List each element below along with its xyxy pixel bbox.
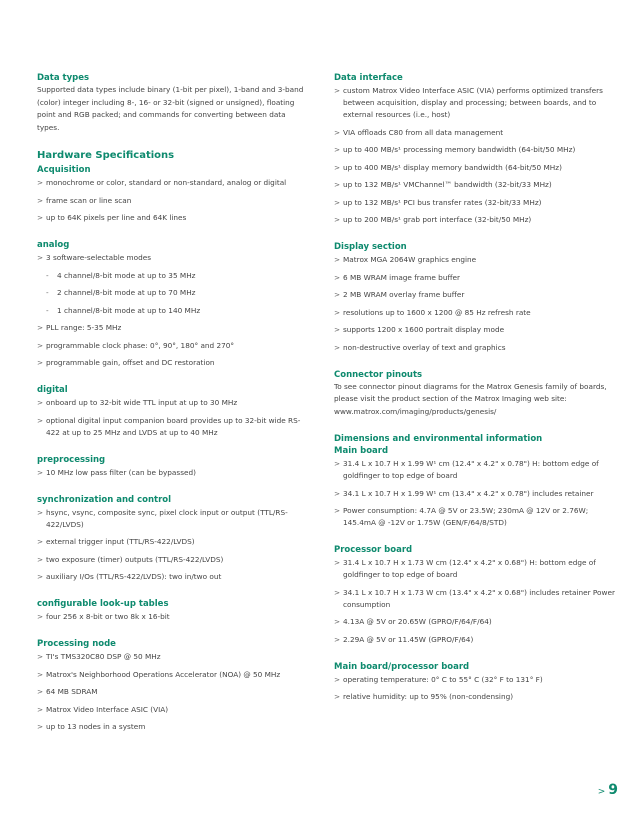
section-heading: synchronization and control (37, 494, 172, 505)
bullet-list (334, 674, 619, 704)
section-heading: configurable look-up tables (37, 599, 169, 609)
bullet-list (37, 177, 307, 224)
section-heading: Main board (334, 446, 389, 456)
section-digital (37, 384, 307, 439)
page-number-value: 9 (608, 782, 618, 798)
section-preprocessing (37, 454, 307, 479)
list-item: > frame scan or line scan (37, 195, 307, 207)
list-item: > four 256 x 8-bit or two 8k x 16-bit (37, 611, 307, 623)
page-arrow-icon: > (597, 787, 606, 797)
bullet-list (334, 458, 619, 529)
list-item: > up to 13 nodes in a system (37, 721, 307, 733)
section-heading: analog (37, 240, 70, 250)
section-acquisition (37, 164, 307, 224)
list-item: > monochrome or color, standard or non-standard, analog or digital (37, 177, 307, 189)
list-item: > 2.29A @ 5V or 11.45W (GPRO/F/64) (334, 634, 619, 646)
list-item: > two exposure (timer) outputs (TTL/RS-422/LVDS) (37, 554, 307, 566)
list-item: > hsync, vsync, composite sync, pixel clock input or output (TTL/RS-422/LVDS) (37, 507, 307, 531)
bullet-list (37, 467, 307, 479)
bullet-list (37, 507, 307, 584)
section-connector-pinouts (334, 369, 619, 419)
bullet-list (334, 557, 619, 646)
section-analog (37, 239, 307, 369)
list-item: > 64 MB SDRAM (37, 686, 307, 698)
section-main-board (334, 445, 619, 529)
list-item: > Power consumption: 4.7A @ 5V or 23.5W; 230mA @ 12V or 2.76W; 145.4mA @ -12V or 1.75W (GEN/F/64/8/STD) (334, 505, 619, 529)
list-item: > 34.1 L x 10.7 H x 1.99 W¹ cm (13.4" x 4.2" x 0.78") includes retainer (334, 488, 619, 500)
sub-list-item: - 1 channel/8-bit mode at up to 140 MHz (37, 305, 307, 317)
section-paragraph: Supported data types include binary (1-bit per pixel), 1-band and 3-band (color) integer including 8-, 16- or 32-bit (signed or unsigned), floating point and RGB packed; and commands for converting between data types. (37, 85, 304, 132)
section-processing-node (37, 638, 307, 733)
list-item: > 10 MHz low pass filter (can be bypassed) (37, 467, 307, 479)
bullet-list (37, 651, 307, 733)
list-item: > non-destructive overlay of text and graphics (334, 342, 619, 354)
right-column (334, 72, 619, 718)
section-hardware-specifications (37, 149, 307, 163)
list-item: > programmable clock phase: 0°, 90°, 180° and 270° (37, 340, 307, 352)
bullet-list (334, 254, 619, 354)
section-processor-board (334, 544, 619, 646)
section-heading: Data interface (334, 73, 403, 83)
section-lookup-tables (37, 598, 307, 623)
list-item: > 6 MB WRAM image frame buffer (334, 272, 619, 284)
list-item: > up to 200 MB/s¹ grab port interface (32-bit/50 MHz) (334, 214, 619, 226)
list-item: > operating temperature: 0° C to 55° C (32° F to 131° F) (334, 674, 619, 686)
list-item: > supports 1200 x 1600 portrait display mode (334, 324, 619, 336)
section-data-types (37, 72, 307, 134)
list-item: > PLL range: 5-35 MHz (37, 322, 307, 334)
section-heading: Data types (37, 73, 90, 83)
bullet-list (37, 252, 307, 369)
section-heading: Connector pinouts (334, 369, 423, 380)
list-item: > programmable gain, offset and DC restoration (37, 357, 307, 369)
section-heading: Dimensions and environmental information (334, 434, 543, 444)
list-item: > onboard up to 32-bit wide TTL input at up to 30 MHz (37, 397, 307, 409)
list-item: > TI's TMS320C80 DSP @ 50 MHz (37, 651, 307, 663)
section-synchronization (37, 494, 307, 584)
list-item: > up to 400 MB/s¹ display memory bandwidth (64-bit/50 MHz) (334, 162, 619, 174)
list-item: > optional digital input companion board provides up to 32-bit wide RS-422 at up to 25 MHz and LVDS at up to 40 MHz (37, 415, 307, 439)
section-heading: Hardware Specifications (37, 150, 175, 161)
section-dimensions (334, 433, 619, 445)
list-item: > 31.4 L x 10.7 H x 1.99 W¹ cm (12.4" x 4.2" x 0.78") H: bottom edge of goldfinger to top edge of board (334, 458, 619, 482)
list-item: > 34.1 L x 10.7 H x 1.73 W cm (13.4" x 4.2" x 0.68") includes retainer Power consumption (334, 587, 619, 611)
section-paragraph: To see connector pinout diagrams for the Matrox Genesis family of boards, please visit the product section of the Matrox Imaging web site: www.matrox.com/imaging/products/genesis/ (334, 381, 607, 416)
section-heading: Main board/processor board (334, 661, 470, 672)
section-data-interface (334, 72, 619, 226)
list-item: > Matrox MGA 2064W graphics engine (334, 254, 619, 266)
section-heading: preprocessing (37, 454, 106, 465)
section-heading: Processor board (334, 545, 413, 555)
list-item: > relative humidity: up to 95% (non-condensing) (334, 691, 619, 703)
list-item: > resolutions up to 1600 x 1200 @ 85 Hz refresh rate (334, 307, 619, 319)
section-heading: Display section (334, 242, 407, 252)
left-column (37, 72, 307, 748)
bullet-list (37, 611, 307, 623)
section-main-processor (334, 661, 619, 704)
list-item: > VIA offloads C80 from all data management (334, 127, 619, 139)
section-heading: digital (37, 385, 68, 395)
section-heading: Processing node (37, 639, 116, 649)
list-item: > 31.4 L x 10.7 H x 1.73 W cm (12.4" x 4.2" x 0.68") H: bottom edge of goldfinger to top edge of board (334, 557, 619, 581)
section-heading: Acquisition (37, 165, 91, 175)
list-item: > auxiliary I/Os (TTL/RS-422/LVDS): two in/two out (37, 571, 307, 583)
section-display-section (334, 241, 619, 354)
sub-list-item: - 2 channel/8-bit mode at up to 70 MHz (37, 287, 307, 299)
list-item: > up to 64K pixels per line and 64K lines (37, 212, 307, 224)
list-item: > up to 400 MB/s¹ processing memory bandwidth (64-bit/50 MHz) (334, 144, 619, 156)
list-item: > external trigger input (TTL/RS-422/LVDS) (37, 536, 307, 548)
list-item: > Matrox's Neighborhood Operations Accelerator (NOA) @ 50 MHz (37, 669, 307, 681)
list-item: > custom Matrox Video Interface ASIC (VIA) performs optimized transfers between acquisition, display and processing; between boards, and to external resources (i.e., host) (334, 85, 619, 121)
bullet-list (334, 85, 619, 226)
list-item: > 3 software-selectable modes (37, 252, 307, 264)
list-item: > up to 132 MB/s¹ PCI bus transfer rates (32-bit/33 MHz) (334, 197, 619, 209)
page-number (598, 779, 618, 798)
list-item: > Matrox Video Interface ASIC (VIA) (37, 704, 307, 716)
bullet-list (37, 397, 307, 439)
sub-list-item: - 4 channel/8-bit mode at up to 35 MHz (37, 270, 307, 282)
list-item: > 2 MB WRAM overlay frame buffer (334, 289, 619, 301)
list-item: > 4.13A @ 5V or 20.65W (GPRO/F/64/F/64) (334, 616, 619, 628)
list-item: > up to 132 MB/s¹ VMChannel™ bandwidth (32-bit/33 MHz) (334, 179, 619, 191)
